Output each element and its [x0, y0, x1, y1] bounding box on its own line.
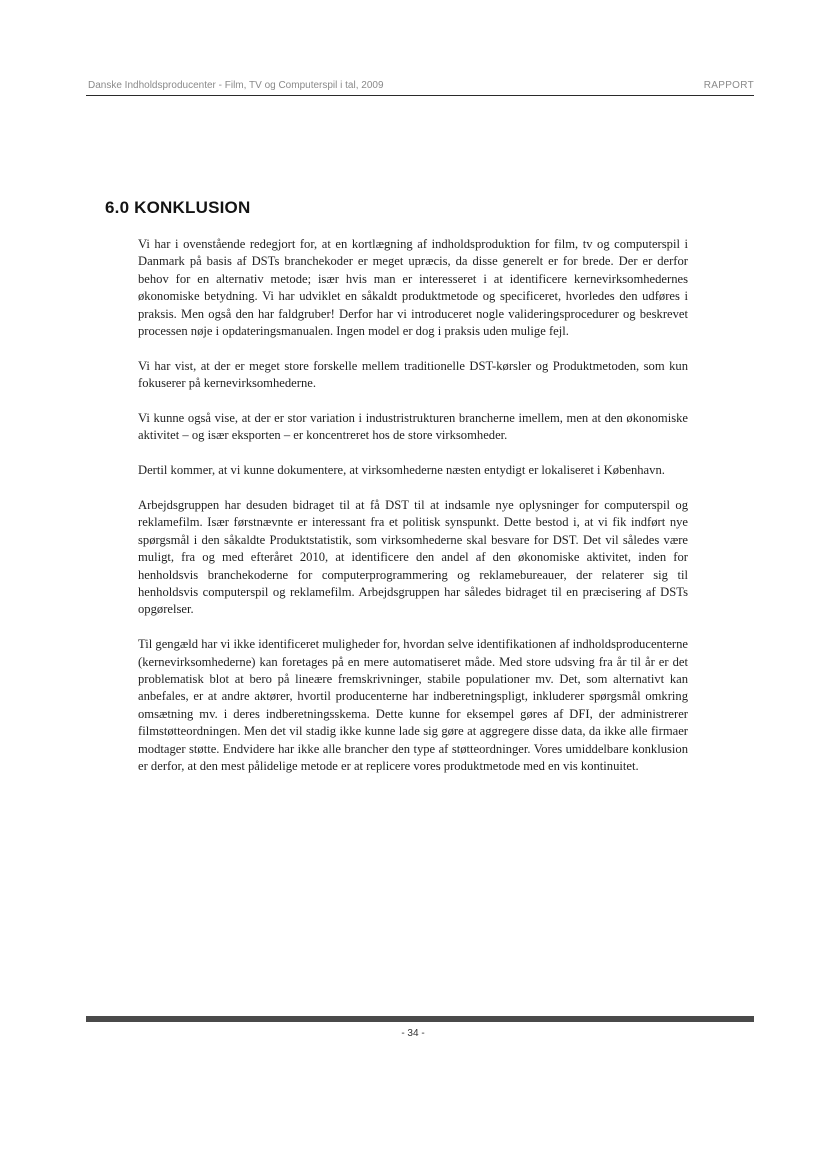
- header-divider: [86, 95, 754, 96]
- running-header: [86, 78, 754, 96]
- footer-divider: [86, 1016, 754, 1022]
- page-number: - 34 -: [401, 1028, 425, 1039]
- paragraph: Arbejdsgruppen har desuden bidraget til at få DST til at indsamle nye oplysninger for computerspil og reklamefilm. Især førstnævnte er interessant fra et politisk synspunkt. Dette bestod i, at vi fik indført nye spørgsmål i den såkaldte Produktstatistik, som virksomhederne skal besvare for DST. Det vil således være muligt, fra og med efteråret 2010, at identificere den andel af den økonomiske aktivitet, inden for henholdsvis branchekoderne for computerprogrammering og reklamebureauer, der relaterer sig til henholdsvis computerspil og reklamefilm. Arbejdsgruppen har således bidraget til en præcisering af DSTs opgørelser.: [138, 498, 688, 617]
- paragraph: Til gengæld har vi ikke identificeret muligheder for, hvordan selve identifikationen af indholdsproducenterne (kernevirksomhederne) kan foretages på en mere automatiseret måde. Med store udsving fra år til år er det problematisk blot at bero på lineære fremskrivninger, stabile populationer mv. Det, som alternativt kan anbefales, er at andre aktører, hvortil producenterne har indberetningspligt, inkluderer spørgsmål omkring omsætning mv. i deres indberetningsskema. Dette kunne for eksempel gøres af DFI, der administrerer filmstøtteordningen. Men det vil stadig ikke kunne lade sig gøre at aggregere disse data, da ikke alle firmaer modtager støtte. Endvidere har ikke alle brancher den type af støtteordninger. Vores umiddelbare konklusion er derfor, at den mest pålidelige metode er at replicere vores produktmetode med en vis kontinuitet.: [138, 637, 688, 774]
- section-heading: 6.0 KONKLUSION: [105, 198, 251, 217]
- paragraph: Vi har vist, at der er meget store forskelle mellem traditionelle DST-kørsler og Produktmetoden, som kun fokuserer på kernevirksomhederne.: [138, 358, 688, 391]
- paragraph: Dertil kommer, at vi kunne dokumentere, at virksomhederne næsten entydigt er lokaliseret i København.: [138, 463, 665, 478]
- paragraph: Vi har i ovenstående redegjort for, at en kortlægning af indholdsproduktion for film, tv og computerspil i Danmark på basis af DSTs branchekoder er meget upræcis, da disse generelt er for brede. Der er derfor behov for en alternativ metode; især hvis man er interesseret i at identificere kernevirksomhedernes økonomiske betydning. Vi har udviklet en såkaldt produktmetode og specificeret, hvorledes den udføres i praksis. Men også den har faldgruber! Derfor har vi introduceret nogle valideringsprocedurer og beskrevet processen nøje i opdateringsmanualen. Ingen model er dog i praksis uden mulige fejl.: [138, 237, 688, 339]
- paragraph: Vi kunne også vise, at der er stor variation i industristrukturen brancherne imellem, men at den økonomiske aktivitet – og især eksporten – er koncentreret hos de store virksomheder.: [138, 411, 688, 443]
- header-report-label: RAPPORT: [703, 80, 754, 91]
- body-text: [138, 236, 688, 793]
- header-document-title: Danske Indholdsproducenter - Film, TV og Computerspil i tal, 2009: [88, 80, 384, 91]
